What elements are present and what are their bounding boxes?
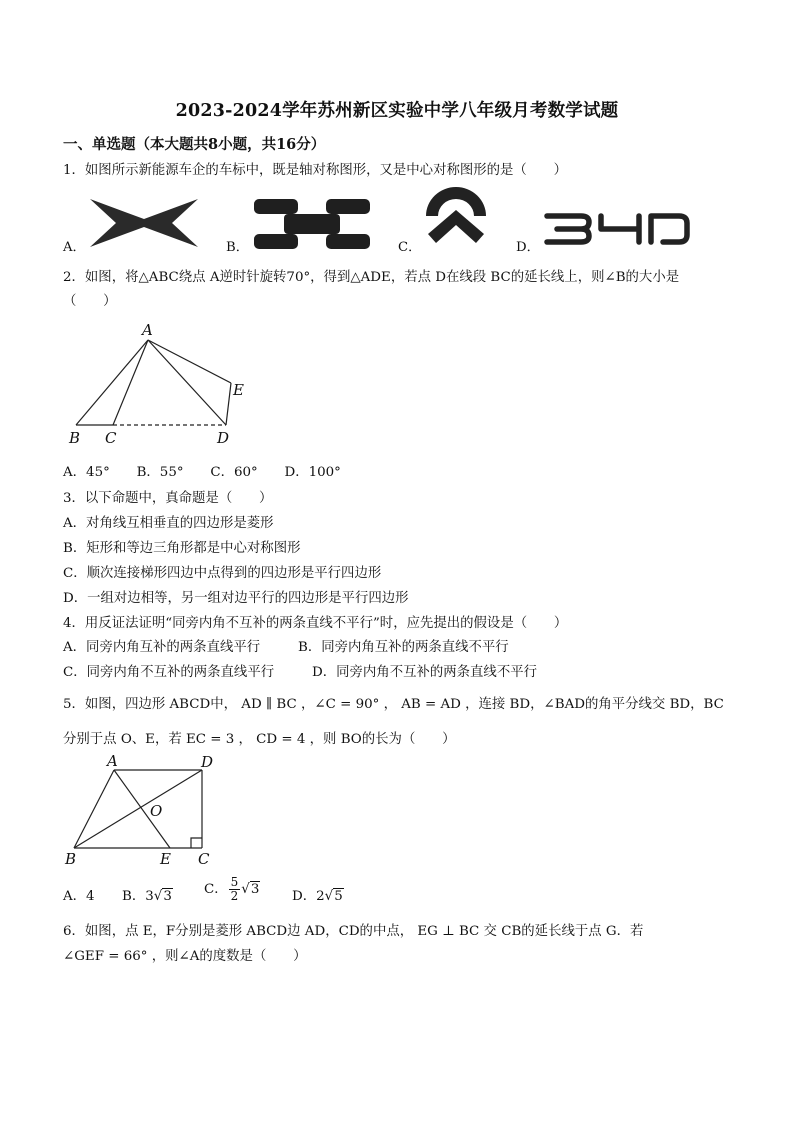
q4-option-d: D．同旁内角不互补的两条直线不平行 (312, 665, 537, 680)
q5-label-o: O (150, 802, 163, 820)
q5-option-c-denominator: 2 (230, 889, 239, 903)
q3-option-c: C．顺次连接梯形四边中点得到的四边形是平行四边形 (63, 566, 382, 581)
nio-logo-icon (424, 187, 488, 247)
q5-option-a: A．4 (63, 889, 95, 904)
q5-label-a: A (107, 752, 118, 770)
q5-option-d-prefix: D．2 (292, 889, 325, 904)
q5-option-b-prefix: B．3 (122, 889, 154, 904)
q5-option-b-radicand: 3 (163, 889, 172, 904)
q2-label-d: D (217, 429, 230, 447)
q3-option-d: D．一组对边相等，另一组对边平行的四边形是平行四边形 (63, 591, 409, 606)
q1-option-d-label: D． (516, 240, 540, 255)
q3-option-b: B．矩形和等边三角形都是中心对称图形 (63, 541, 301, 556)
q5-label-b: B (65, 850, 77, 868)
q5-stem-line1: 5．如图，四边形 ABCD中， AD ∥ BC ，∠C = 90° ， AB = AD ，连接 BD，∠BAD的角平分线交 BD，BC (63, 697, 724, 712)
q5-option-c (204, 876, 260, 903)
sqrt-icon: √ (324, 889, 334, 904)
q3-stem: 3．以下命题中，真命题是（ ） (63, 491, 273, 506)
q4-option-a: A．同旁内角互补的两条直线平行 (63, 640, 261, 655)
x-wing-logo-icon (90, 199, 198, 247)
q5-option-c-fraction (229, 876, 241, 903)
q5-label-d: D (201, 753, 214, 771)
q5-option-d (292, 885, 344, 904)
q5-label-e: E (160, 850, 171, 868)
hiphi-logo-icon (254, 199, 370, 249)
q5-option-b (122, 885, 173, 904)
q2-label-a: A (142, 321, 153, 339)
q5-option-c-numerator: 5 (230, 875, 239, 889)
q1-option-b-label: B． (226, 240, 249, 255)
q2-label-b: B (69, 429, 81, 447)
q4-option-b: B．同旁内角互补的两条直线不平行 (298, 640, 509, 655)
q5-option-d-radicand: 5 (334, 889, 343, 904)
q1-option-c-label: C． (398, 240, 422, 255)
q1-option-a-label: A． (63, 240, 86, 255)
q6-stem-line2: ∠GEF = 66° ，则∠A的度数是（ ） (63, 949, 307, 964)
q4-option-c: C．同旁内角不互补的两条直线平行 (63, 665, 275, 680)
byd-logo-icon (543, 210, 691, 248)
q2-options: A．45° B．55° C．60° D．100° (63, 465, 341, 480)
sqrt-icon: √ (153, 889, 163, 904)
section-heading: 一、单选题（本大题共8小题，共16分） (63, 136, 326, 153)
q2-label-e: E (233, 381, 244, 399)
q6-stem-line1: 6．如图，点 E，F分别是菱形 ABCD边 AD，CD的中点， EG ⊥ BC 交 CB的延长线于点 G．若 (63, 924, 644, 939)
q1-stem: 1．如图所示新能源车企的车标中，既是轴对称图形，又是中心对称图形的是（ ） (63, 163, 567, 178)
q5-option-c-prefix: C． (204, 882, 228, 897)
q5-stem-line2: 分别于点 O、E，若 EC = 3 ， CD = 4 ，则 BO的长为（ ） (63, 732, 456, 747)
q2-label-c: C (105, 429, 117, 447)
q4-stem: 4．用反证法证明“同旁内角不互补的两条直线不平行”时，应先提出的假设是（ ） (63, 616, 568, 631)
q2-triangle-figure (66, 320, 256, 448)
q5-quadrilateral-figure (62, 752, 222, 872)
page-title: 2023-2024学年苏州新区实验中学八年级月考数学试题 (175, 101, 619, 121)
q3-option-a: A．对角线互相垂直的四边形是菱形 (63, 516, 274, 531)
q2-stem-line2: （ ） (63, 294, 117, 309)
q2-stem-line1: 2．如图，将△ABC绕点 A逆时针旋转70°，得到△ADE，若点 D在线段 BC的延长线上，则∠B的大小是 (63, 270, 680, 285)
sqrt-icon: √ (241, 882, 250, 897)
q5-label-c: C (198, 850, 210, 868)
q5-option-c-radicand: 3 (250, 882, 260, 897)
